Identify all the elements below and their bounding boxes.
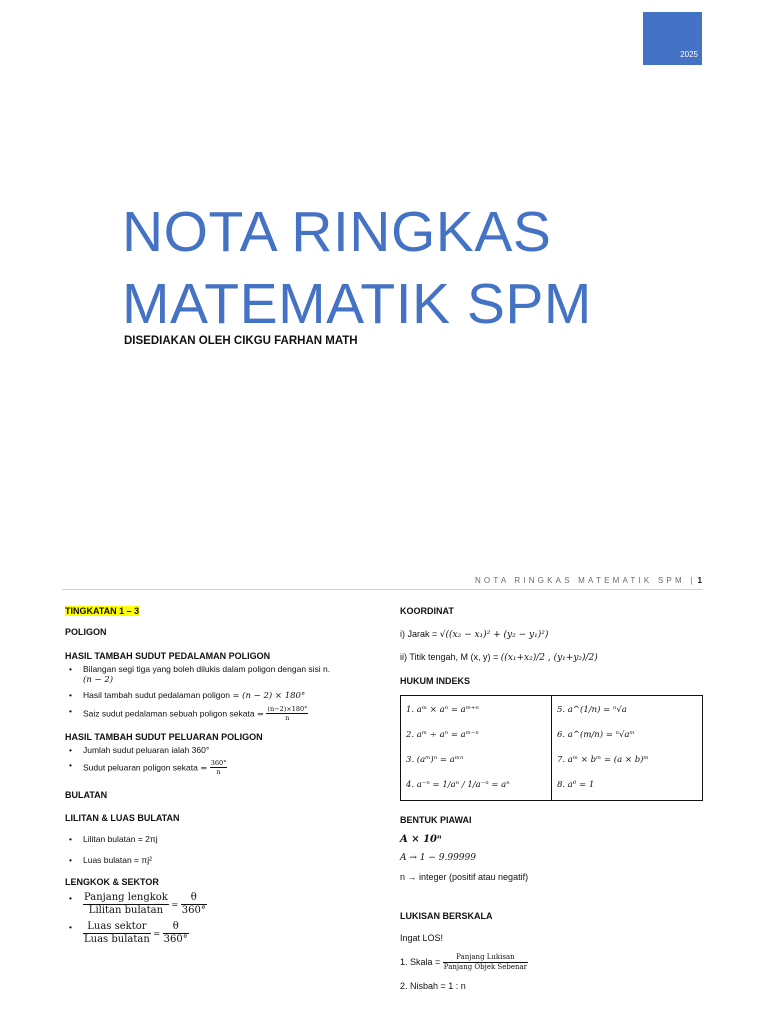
header-divider: [62, 589, 703, 590]
titik-label: ii) Titik tengah, M (x, y) =: [400, 651, 499, 662]
page-header-separator: |: [690, 576, 696, 585]
indeks-law-1: 1. aᵐ × aⁿ = aᵐ⁺ⁿ: [406, 705, 479, 716]
fraction-denominator: n: [285, 714, 290, 723]
fraction-numerator: • Panjang lengkok: [84, 891, 168, 903]
fraction-denominator: Panjang Objek Sebenar: [443, 962, 528, 971]
jarak-label: i) Jarak =: [400, 629, 438, 640]
indeks-right-cell: [552, 696, 703, 801]
nisbah-line: 2. Nisbah = 1 : n: [400, 980, 466, 991]
indeks-law-2: 2. aᵐ ÷ aⁿ = aᵐ⁻ⁿ: [406, 730, 479, 741]
fraction-denominator: 360°: [163, 933, 188, 945]
peluaran-b1-text: Jumlah sudut peluaran ialah 360°: [83, 744, 210, 755]
heading-hukum-indeks: HUKUM INDEKS: [400, 675, 471, 686]
fraction-denominator: n: [216, 768, 221, 776]
fraction-numerator: (n−2)×180°: [267, 704, 308, 713]
page-header-title: NOTA RINGKAS MATEMATIK SPM: [474, 576, 685, 585]
indeks-law-5: 5. a^(1/n) = ⁿ√a: [557, 705, 627, 716]
right-column: [400, 606, 703, 992]
page-header: [475, 576, 702, 585]
piawai-n: n → integer (positif atau negatif): [400, 872, 529, 882]
pedalaman-b2-text: Hasil tambah sudut pedalaman poligon: [83, 690, 230, 700]
tingkatan-label: TINGKATAN 1 – 3: [65, 606, 140, 616]
title-line-2: MATEMATIK SPM: [122, 272, 592, 336]
heading-pedalaman: HASIL TAMBAH SUDUT PEDALAMAN POLIGON: [65, 650, 271, 661]
titik-tengah-line: [400, 652, 703, 664]
piawai-formula: A × 10ⁿ: [400, 834, 442, 846]
list-item: [83, 855, 365, 866]
lengkok-fraction: [83, 893, 169, 916]
heading-poligon: POLIGON: [65, 627, 107, 638]
peluaran-fraction: [210, 760, 228, 776]
pedalaman-b1-text: Bilangan segi tiga yang boleh dilukis dalam poligon dengan sisi n.: [83, 663, 331, 674]
sektor-fraction: [83, 922, 151, 945]
lilitan-list: [65, 834, 365, 865]
peluaran-b2-text: Sudut peluaran poligon sekata: [83, 761, 198, 772]
list-item: [83, 690, 365, 702]
heading-bentuk-piawai: BENTUK PIAWAI: [400, 815, 472, 825]
peluaran-list: [65, 745, 365, 776]
pedalaman-b3-text: Saiz sudut pedalaman sebuah poligon sekata: [83, 707, 255, 718]
pedalaman-b1-math: (n − 2): [83, 675, 114, 686]
indeks-law-8: 8. a⁰ = 1: [557, 780, 595, 791]
heading-lengkok: LENGKOK & SEKTOR: [65, 877, 159, 888]
table-row: [401, 696, 703, 801]
fraction-numerator: θ: [163, 922, 189, 934]
fraction-numerator: • Luas sektor: [83, 922, 151, 934]
pedalaman-b2-math: = (n − 2) × 180°: [232, 691, 306, 701]
section-tingkatan: [65, 606, 365, 617]
skala-fraction: [443, 954, 528, 971]
jarak-formula: √((x₂ − x₁)² + (y₂ − y₁)²): [439, 630, 549, 641]
page-number: 1: [697, 576, 702, 585]
skala-line: [400, 954, 703, 971]
fraction-numerator: Panjang Lukisan: [443, 954, 528, 963]
indeks-table: [400, 695, 703, 801]
year-tab: [643, 12, 702, 65]
lilitan-b1-text: Lilitan bulatan = 2πj: [83, 834, 158, 844]
skala-label: 1. Skala =: [400, 956, 441, 967]
heading-peluaran: HASIL TAMBAH SUDUT PELUARAN POLIGON: [65, 731, 263, 742]
indeks-law-6: 6. a^(m/n) = ⁿ√aᵐ: [557, 730, 635, 741]
left-column: [65, 606, 365, 949]
pedalaman-fraction: [266, 706, 308, 722]
indeks-law-7: 7. aᵐ × bᵐ = (a × b)ᵐ: [557, 755, 649, 766]
list-item: • Saiz sudut pedalaman sebuah poligon sekata = $\frac{(n-2)\times 180^\circ}{n}$: [83, 706, 365, 722]
titik-formula: ((x₁+x₂)/2 , (y₁+y₂)/2): [500, 652, 598, 663]
fraction-denominator: Lilitan bulatan: [88, 904, 164, 916]
theta-fraction: [163, 922, 189, 945]
jarak-line: [400, 629, 703, 641]
list-item: • $\frac{\text{Luas sektor}}{\text{Luas bulatan}}$ = $\frac{\theta}{360^\circ}$: [83, 922, 365, 945]
indeks-law-3: 3. (aᵐ)ⁿ = aᵐⁿ: [406, 755, 464, 766]
heading-bulatan: BULATAN: [65, 789, 108, 800]
ingat-los: Ingat LOS!: [400, 932, 444, 943]
fraction-numerator: 360°: [210, 758, 227, 767]
indeks-left-cell: [401, 696, 552, 801]
pedalaman-list: [65, 664, 365, 722]
list-item: [83, 745, 365, 756]
fraction-denominator: 360°: [181, 904, 206, 916]
piawai-range: A → 1 − 9.99999: [400, 852, 476, 863]
fraction-numerator: θ: [181, 893, 207, 905]
heading-lilitan: LILITAN & LUAS BULATAN: [65, 812, 180, 823]
title-line-1: NOTA RINGKAS: [122, 200, 552, 264]
list-item: • Sudut peluaran poligon sekata = $\frac{360^\circ}{n}$: [83, 760, 365, 776]
year-label: 2025: [680, 50, 698, 59]
lengkok-list: [65, 893, 365, 945]
heading-koordinat: KOORDINAT: [400, 606, 454, 616]
document-title: [122, 196, 592, 340]
list-item: [83, 664, 365, 686]
heading-lukisan-berskala: LUKISAN BERSKALA: [400, 911, 493, 922]
indeks-law-4: 4. a⁻ⁿ = 1/aⁿ / 1/a⁻ⁿ = aⁿ: [406, 780, 510, 791]
author-subtitle: DISEDIAKAN OLEH CIKGU FARHAN MATH: [124, 335, 358, 347]
list-item: • $\frac{\text{Panjang lengkok}}{\text{Lilitan bulatan}}$ = $\frac{\theta}{360^\circ}$: [83, 893, 365, 916]
lilitan-b2-text: Luas bulatan = πj²: [83, 854, 152, 865]
fraction-denominator: Luas bulatan: [84, 933, 150, 945]
theta-fraction: [181, 893, 207, 916]
list-item: [83, 834, 365, 845]
